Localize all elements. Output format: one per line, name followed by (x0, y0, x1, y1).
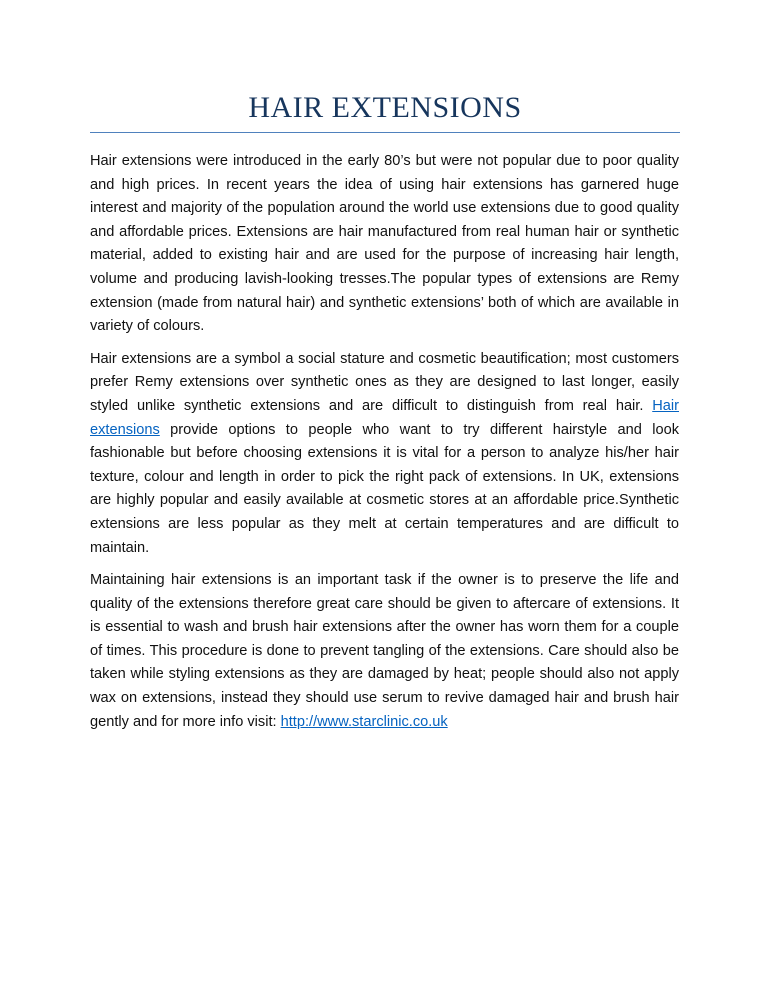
starclinic-link[interactable]: http://www.starclinic.co.uk (280, 713, 448, 730)
document-body (90, 150, 679, 743)
paragraph-remy-text-after: provide options to people who want to try different hairstyle and look fashionable but before choosing extensions it is vital for a person to analyze his/her hair texture, colour and length in order to pick the right pack of extensions. In UK, extensions are highly popular and easily available at cosmetic stores at an affordable price.Synthetic extensions are less popular as they melt at certain temperatures and are difficult to maintain. (90, 421, 679, 556)
paragraph-remy (90, 348, 679, 560)
paragraph-remy-text-before: Hair extensions are a symbol a social stature and cosmetic beautification; most customers prefer Remy extensions over synthetic ones as they are designed to last longer, easily styled unlike synthetic extensions and are difficult to distinguish from real hair. (90, 350, 679, 414)
paragraph-intro-text: Hair extensions were introduced in the early 80’s but were not popular due to poor quality and high prices. In recent years the idea of using hair extensions has garnered huge interest and majority of the population around the world use extensions due to good quality and affordable prices. Extensions are hair manufactured from real human hair or synthetic material, added to existing hair and are used for the purpose of increasing hair length, volume and producing lavish-looking tresses.The popular types of extensions are Remy extension (made from natural hair) and synthetic extensions’ both of which are available in variety of colours. (90, 153, 679, 335)
paragraph-maintenance-text: Maintaining hair extensions is an important task if the owner is to preserve the life and quality of the extensions therefore great care should be given to aftercare of extensions. It is essential to wash and brush hair extensions after the owner has worn them for a couple of times. This procedure is done to prevent tangling of the extensions. Care should also be taken while styling extensions as they are damaged by heat; people should also not apply wax on extensions, instead they should use serum to revive damaged hair and brush hair gently and for more info visit: (90, 572, 679, 730)
page-title: HAIR EXTENSIONS (248, 91, 522, 124)
paragraph-intro (90, 150, 679, 339)
hair-extensions-link[interactable]: Hair extensions (90, 397, 679, 438)
paragraph-maintenance (90, 569, 679, 734)
title-underline (90, 132, 680, 133)
